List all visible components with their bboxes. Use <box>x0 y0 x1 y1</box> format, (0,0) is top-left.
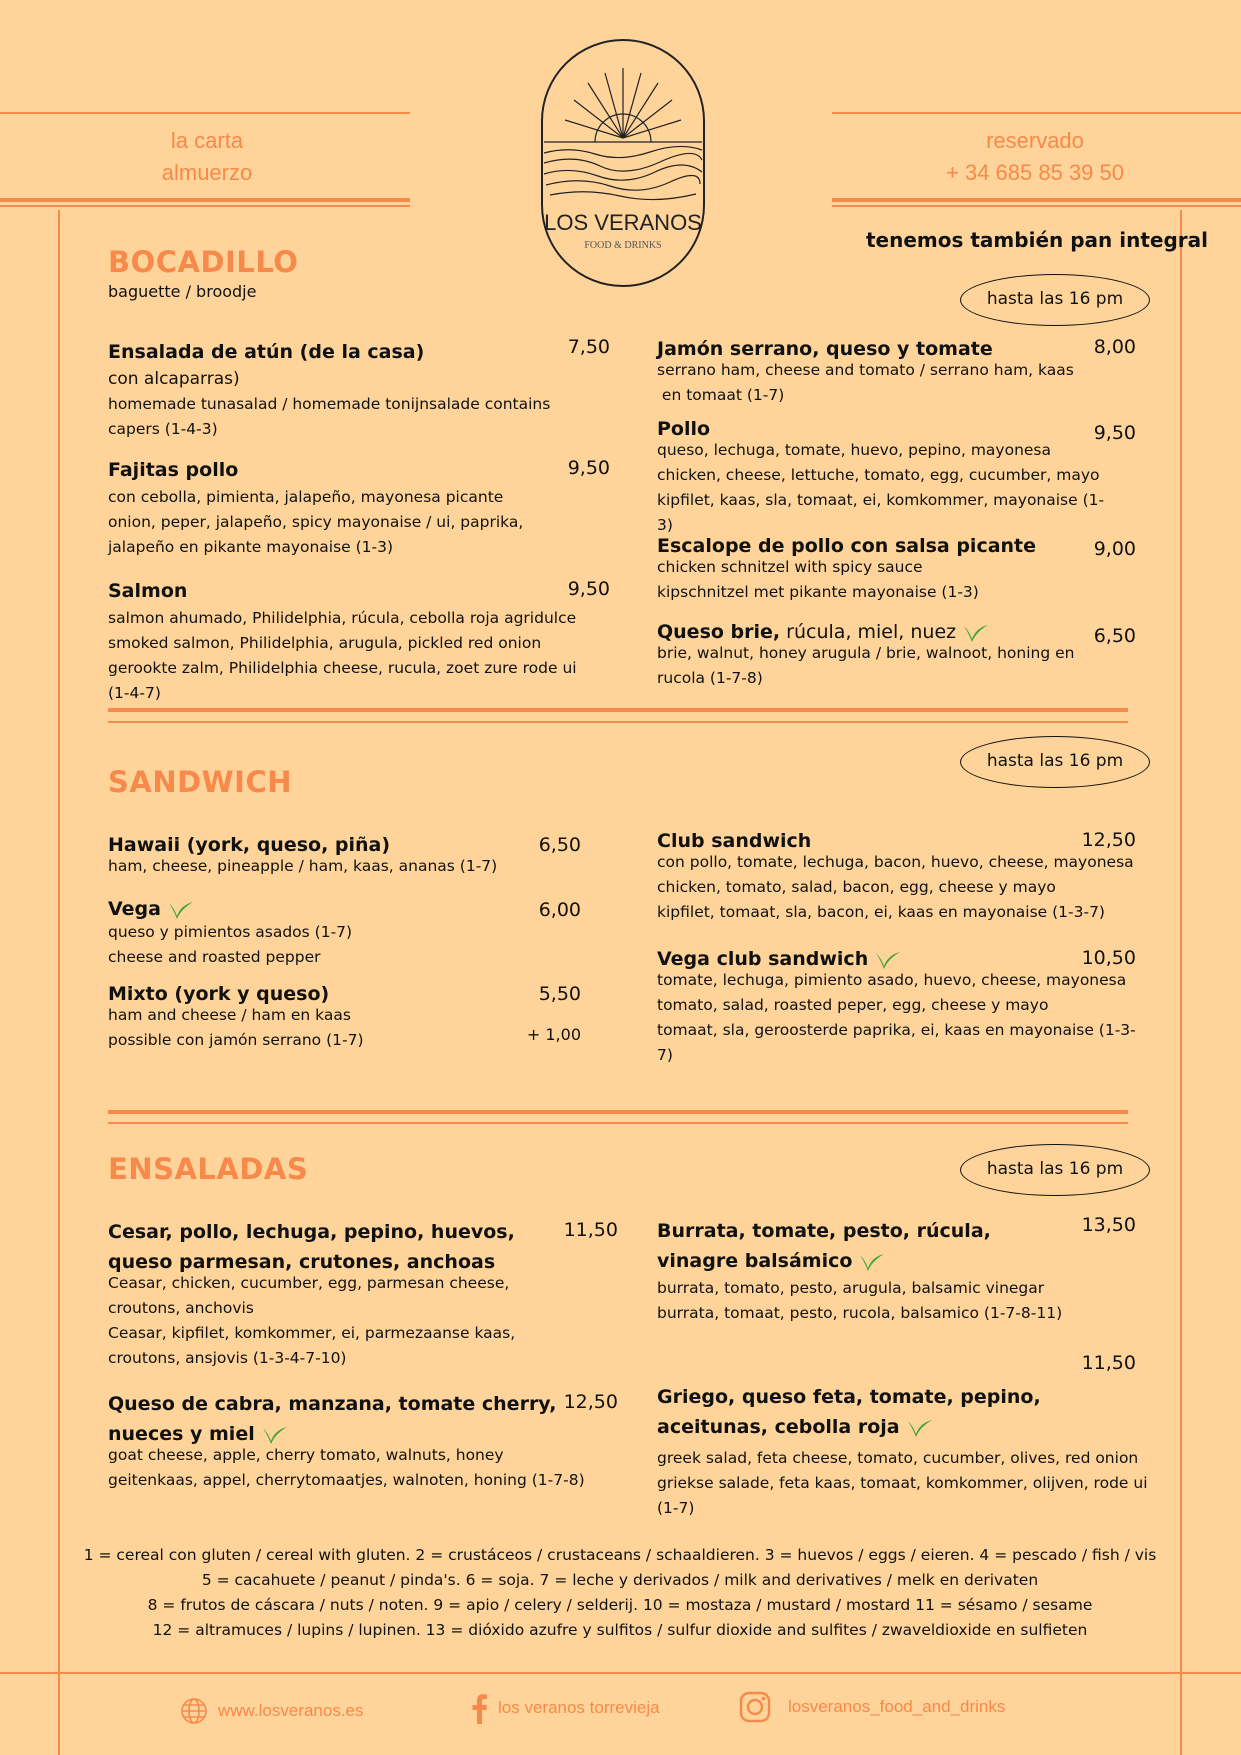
item-desc: con cebolla, pimienta, jalapeño, mayonesa picante <box>108 488 504 506</box>
item-name: Pollo <box>657 418 711 440</box>
item-desc: brie, walnut, honey arugula / brie, walnoot, honing en <box>657 644 1075 662</box>
item-desc: chicken schnitzel with spicy sauce <box>657 558 923 576</box>
logo-tag: FOOD & DRINKS <box>584 240 662 251</box>
item-desc: salmon ahumado, Philidelphia, rúcula, cebolla roja agridulce <box>108 609 577 627</box>
leaf-icon <box>904 1417 934 1439</box>
item-desc: tomate, lechuga, pimiento asado, huevo, cheese, mayonesa <box>657 971 1127 989</box>
item-desc: queso, lechuga, tomate, huevo, pepino, mayonesa <box>657 441 1052 459</box>
price: 5,50 <box>538 983 581 1005</box>
item-name: Hawaii (york, queso, piña) <box>108 834 391 856</box>
price-extra: + 1,00 <box>526 1025 581 1044</box>
item-desc: goat cheese, apple, cherry tomato, walnuts, honey <box>108 1446 504 1464</box>
logo-sun-waves-icon <box>540 38 706 288</box>
price: 6,50 <box>1093 625 1136 647</box>
integral-note: tenemos también pan integral <box>866 228 1208 252</box>
item-desc: Ceasar, kipfilet, komkommer, ei, parmezaanse kaas, <box>108 1324 516 1342</box>
instagram-icon <box>738 1690 772 1724</box>
item-desc: jalapeño en pikante mayonaise (1-3) <box>108 538 394 556</box>
item-desc: con pollo, tomate, lechuga, bacon, huevo, cheese, mayonesa <box>657 853 1134 871</box>
item-desc: tomaat, sla, geroosterde paprika, ei, kaas en mayonaise (1-3-7) <box>657 1021 1136 1064</box>
item-desc: burrata, tomaat, pesto, rucola, balsamico (1-7-8-11) <box>657 1304 1063 1322</box>
item-desc: chicken, tomato, salad, bacon, egg, cheese y mayo <box>657 878 1056 896</box>
allergen-line: 5 = cacahuete / peanut / pinda's. 6 = soja. 7 = leche y derivados / milk and derivatives / melk en derivaten <box>201 1571 1039 1589</box>
ensaladas-hours-badge: hasta las 16 pm <box>960 1144 1150 1196</box>
header-rule-left-top <box>0 112 410 114</box>
footer-website[interactable] <box>180 1697 364 1725</box>
menu-heading-line2: almuerzo <box>161 160 253 185</box>
item-desc: homemade tunasalad / homemade tonijnsalade contains <box>108 395 551 413</box>
item-desc: griekse salade, feta kaas, tomaat, komkommer, olijven, rode ui <box>657 1474 1148 1492</box>
facebook-icon <box>470 1692 488 1724</box>
item-name: Vega club sandwich <box>657 948 869 970</box>
menu-item-queso-brie <box>657 617 1097 691</box>
item-desc: possible con jamón serrano (1-7) <box>108 1031 364 1049</box>
price: 8,00 <box>1093 336 1136 358</box>
item-name: queso parmesan, crutones, anchoas <box>108 1251 496 1273</box>
item-desc: greek salad, feta cheese, tomato, cucumber, olives, red onion <box>657 1449 1139 1467</box>
divider-2b <box>108 1122 1128 1124</box>
price: 12,50 <box>563 1391 618 1413</box>
item-desc: burrata, tomato, pesto, arugula, balsamic vinegar <box>657 1279 1045 1297</box>
item-desc: ham and cheese / ham en kaas <box>108 1006 351 1024</box>
menu-item-cesar <box>108 1217 578 1371</box>
item-name: Cesar, pollo, lechuga, pepino, huevos, <box>108 1221 515 1243</box>
facebook-link[interactable]: los veranos torrevieja <box>498 1698 660 1717</box>
menu-item-pollo <box>657 414 1117 538</box>
item-name: Queso de cabra, manzana, tomate cherry, <box>108 1393 557 1415</box>
item-desc: ham, cheese, pineapple / ham, kaas, ananas (1-7) <box>108 857 498 875</box>
allergen-line: 12 = altramuces / lupins / lupinen. 13 = dióxido azufre y sulfitos / sulfur dioxide and sulfites / zwaveldioxide en sulfieten <box>152 1621 1088 1639</box>
item-desc: con alcaparras) <box>108 369 240 389</box>
item-desc: kipschnitzel met pikante mayonaise (1-3) <box>657 583 979 601</box>
item-desc: (1-4-7) <box>108 684 161 702</box>
price: 13,50 <box>1081 1214 1136 1236</box>
divider-2 <box>108 1110 1128 1114</box>
item-desc: capers (1-4-3) <box>108 420 218 438</box>
menu-item-queso-cabra <box>108 1389 588 1493</box>
frame-left <box>58 210 60 1755</box>
reservation-phone[interactable]: + 34 685 85 39 50 <box>946 160 1124 185</box>
item-name: vinagre balsámico <box>657 1250 853 1272</box>
item-name: nueces y miel <box>108 1423 255 1445</box>
item-desc: cheese and roasted pepper <box>108 948 321 966</box>
item-desc: smoked salmon, Philidelphia, arugula, pickled red onion <box>108 634 542 652</box>
leaf-icon <box>856 1251 886 1273</box>
item-name: Vega <box>108 898 161 920</box>
divider-1 <box>108 708 1128 712</box>
item-desc: geitenkaas, appel, cherrytomaatjes, walnoten, honing (1-7-8) <box>108 1471 585 1489</box>
item-desc: queso y pimientos asados (1-7) <box>108 923 353 941</box>
price: 11,50 <box>1081 1352 1136 1374</box>
price: 9,50 <box>1093 422 1136 444</box>
item-desc: kipfilet, kaas, sla, tomaat, ei, komkommer, mayonaise (1-3) <box>657 491 1105 534</box>
price: 10,50 <box>1081 947 1136 969</box>
menu-item-fajitas-pollo <box>108 455 568 560</box>
price: 12,50 <box>1081 829 1136 851</box>
price: 6,50 <box>538 834 581 856</box>
price: 7,50 <box>567 336 610 358</box>
item-desc: tomato, salad, roasted peper, egg, cheese y mayo <box>657 996 1049 1014</box>
allergen-legend <box>60 1543 1180 1643</box>
item-name: Escalope de pollo con salsa picante <box>657 535 1037 557</box>
logo-name: LOS VERANOS <box>544 210 702 235</box>
item-name: Club sandwich <box>657 830 812 852</box>
section-title-bocadillo: BOCADILLO <box>108 245 299 279</box>
menu-item-burrata <box>657 1216 1097 1326</box>
menu-heading <box>57 125 357 189</box>
bocadillo-hours-badge: hasta las 16 pm <box>960 274 1150 326</box>
item-desc: rucola (1-7-8) <box>657 669 763 687</box>
menu-item-mixto <box>108 979 508 1053</box>
bocadillo-subtitle: baguette / broodje <box>108 282 257 301</box>
item-name: Mixto (york y queso) <box>108 983 330 1005</box>
frame-right <box>1180 210 1182 1755</box>
item-desc: gerookte zalm, Philidelphia cheese, rucula, zoet zure rode ui <box>108 659 577 677</box>
item-name: Salmon <box>108 580 188 602</box>
price: 9,00 <box>1093 538 1136 560</box>
item-desc: Ceasar, chicken, cucumber, egg, parmesan cheese, <box>108 1274 510 1292</box>
footer-instagram[interactable] <box>738 1690 1005 1724</box>
menu-item-hawaii <box>108 830 568 879</box>
item-desc: chicken, cheese, lettuche, tomato, egg, cucumber, mayo <box>657 466 1100 484</box>
reservation-info <box>885 125 1185 189</box>
price: 11,50 <box>563 1219 618 1241</box>
item-desc: croutons, ansjovis (1-3-4-7-10) <box>108 1349 347 1367</box>
item-name: aceitunas, cebolla roja <box>657 1416 900 1438</box>
item-name: Griego, queso feta, tomate, pepino, <box>657 1386 1041 1408</box>
globe-icon <box>180 1697 208 1725</box>
item-desc: serrano ham, cheese and tomato / serrano ham, kaas <box>657 361 1074 379</box>
section-title-sandwich: SANDWICH <box>108 765 293 799</box>
item-name: Ensalada de atún (de la casa) <box>108 341 425 363</box>
logo <box>540 38 706 288</box>
header-rule-left-bottom-2 <box>0 205 410 207</box>
item-name: Queso brie, <box>657 621 781 643</box>
footer-rule <box>0 1672 1241 1674</box>
item-desc: kipfilet, tomaat, sla, bacon, ei, kaas en mayonaise (1-3-7) <box>657 903 1105 921</box>
header-rule-right-bottom <box>832 198 1241 202</box>
website-link[interactable]: www.losveranos.es <box>218 1701 364 1720</box>
reservation-label: reservado <box>986 128 1084 153</box>
price: 9,50 <box>567 578 610 600</box>
price: 9,50 <box>567 457 610 479</box>
item-name-light: rúcula, miel, nuez <box>780 621 957 643</box>
menu-item-jamon-serrano <box>657 334 1097 408</box>
menu-heading-line1: la carta <box>170 128 244 153</box>
header-rule-right-top <box>832 112 1241 114</box>
menu-item-griego <box>657 1382 1157 1521</box>
item-desc: (1-7) <box>657 1499 695 1517</box>
sandwich-hours-badge: hasta las 16 pm <box>960 736 1150 788</box>
header-rule-left-bottom <box>0 198 410 202</box>
divider-1b <box>108 721 1128 723</box>
item-name: Jamón serrano, queso y tomate <box>657 338 993 360</box>
item-desc: croutons, anchovis <box>108 1299 254 1317</box>
menu-item-vega <box>108 894 508 970</box>
menu-item-escalope <box>657 531 1097 605</box>
allergen-line: 1 = cereal con gluten / cereal with gluten. 2 = crustáceos / crustaceans / schaaldieren. 3 = huevos / eggs / eieren. 4 = pescado / fish / vis <box>83 1546 1157 1564</box>
leaf-icon <box>165 899 195 921</box>
item-desc: en tomaat (1-7) <box>657 386 785 404</box>
instagram-link[interactable]: losveranos_food_and_drinks <box>788 1697 1006 1716</box>
section-title-ensaladas: ENSALADAS <box>108 1152 309 1186</box>
price: 6,00 <box>538 899 581 921</box>
header-rule-right-bottom-2 <box>832 205 1241 207</box>
item-desc: onion, peper, jalapeño, spicy mayonaise / ui, paprika, <box>108 513 524 531</box>
menu-item-ensalada-atun <box>108 337 568 442</box>
item-name: Burrata, tomate, pesto, rúcula, <box>657 1220 991 1242</box>
item-name: Fajitas pollo <box>108 459 239 481</box>
allergen-line: 8 = frutos de cáscara / nuts / noten. 9 = apio / celery / selderij. 10 = mostaza / mustard / mostard 11 = sésamo / sesame <box>147 1596 1093 1614</box>
footer-facebook[interactable] <box>470 1692 660 1724</box>
